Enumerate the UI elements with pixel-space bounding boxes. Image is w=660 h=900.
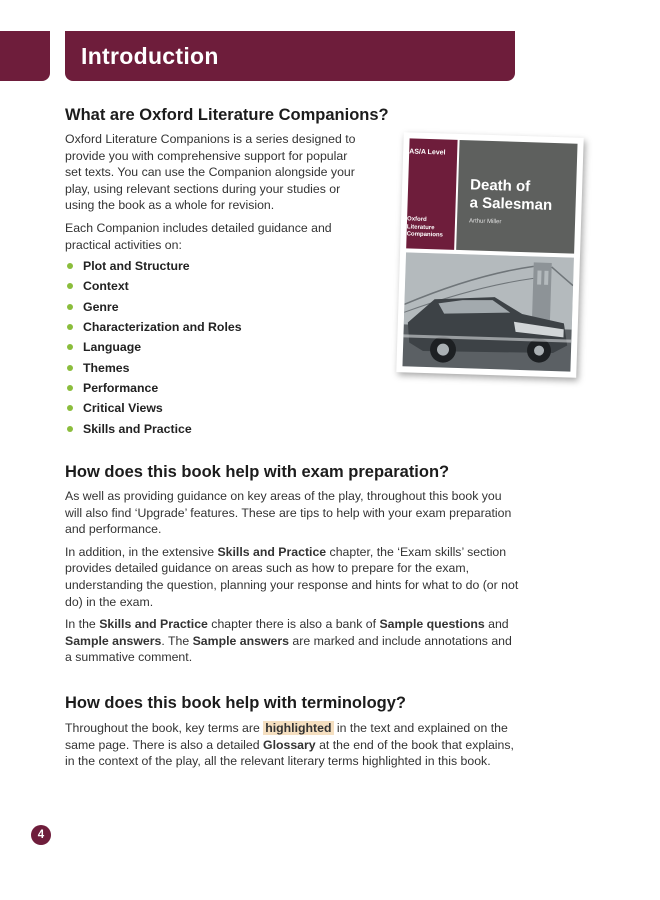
intro-paragraph-2: Each Companion includes detailed guidance and practical activities on: [65, 220, 332, 252]
intro-heading: What are Oxford Literature Companions? [65, 106, 389, 124]
cover-level: AS/A Level [409, 148, 446, 157]
exam-paragraph-1: As well as providing guidance on key areas of the play, throughout this book you will also find ‘Upgrade’ features. These are tips to help with your exam preparation and performance. [65, 489, 512, 537]
topic-list [65, 256, 385, 439]
bullet-icon [67, 426, 73, 432]
cover-series: Oxford Literature Companions [406, 216, 444, 239]
list-item: Characterization and Roles [65, 317, 385, 337]
terminology-heading: How does this book help with terminology? [65, 694, 407, 712]
header-bar [65, 31, 515, 81]
cover-title-block [456, 140, 577, 254]
bullet-icon [67, 365, 73, 371]
header-tab-accent [0, 31, 50, 81]
cover-title: Death of a Salesman [469, 176, 553, 214]
list-item: Plot and Structure [65, 256, 385, 276]
exam-section [65, 463, 520, 666]
intro-section [65, 106, 389, 439]
terminology-paragraph: Throughout the book, key terms are highlighted in the text and explained on the same page. There is also a detailed Glossary at the end of the book that explains, in the context of the play, all the relevant literary terms highlighted in this book. [65, 721, 514, 769]
page-title: Introduction [81, 43, 219, 69]
list-item: Language [65, 337, 385, 357]
bullet-icon [67, 324, 73, 330]
list-item: Performance [65, 378, 385, 398]
bullet-icon [67, 304, 73, 310]
exam-paragraph-3: In the Skills and Practice chapter there is also a bank of Sample questions and Sample answers. The Sample answers are marked and include annotations and a summative comment. [65, 617, 512, 665]
bullet-icon [67, 283, 73, 289]
cover-author: Arthur Miller [468, 218, 502, 226]
intro-paragraph-1: Oxford Literature Companions is a series designed to provide you with comprehensive support for popular set texts. You can use the Companion alongside your play, using relevant sections during your studies or using the book as a whole for revision. [65, 132, 356, 213]
car-bridge-illustration [402, 252, 573, 371]
bullet-icon [67, 385, 73, 391]
book-cover-image [396, 132, 583, 378]
highlighted-term: highlighted [265, 721, 332, 735]
terminology-section [65, 694, 520, 770]
bullet-icon [67, 263, 73, 269]
list-item: Genre [65, 297, 385, 317]
exam-heading: How does this book help with exam preparation? [65, 463, 450, 481]
bullet-icon [67, 405, 73, 411]
list-item: Context [65, 276, 385, 296]
bullet-icon [67, 344, 73, 350]
list-item: Skills and Practice [65, 419, 385, 439]
list-item: Themes [65, 358, 385, 378]
list-item: Critical Views [65, 398, 385, 418]
cover-photo [402, 252, 573, 371]
exam-paragraph-2: In addition, in the extensive Skills and Practice chapter, the ‘Exam skills’ section provides detailed guidance on areas such as how to prepare for the exam, understanding the question, planning your response and hints for what to do (or not do) in the exam. [65, 544, 519, 609]
page-number: 4 [31, 825, 51, 845]
